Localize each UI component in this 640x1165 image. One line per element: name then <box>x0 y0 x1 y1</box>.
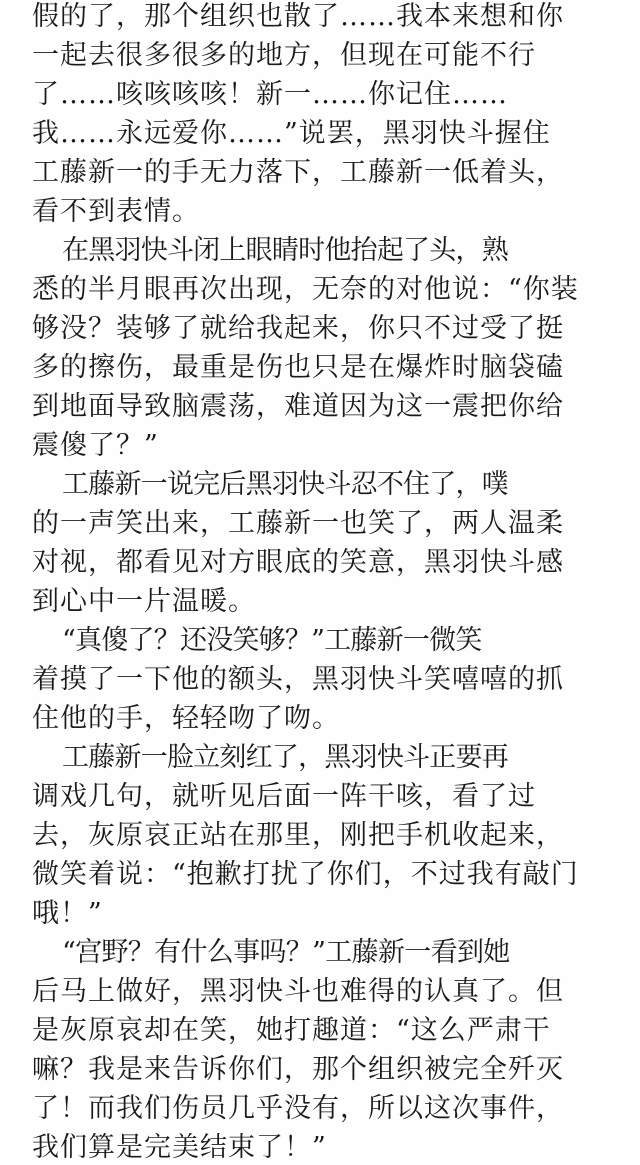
text-line: 在黑羽快斗闭上眼睛时他抬起了头，熟 <box>62 235 508 266</box>
text-line: 后马上做好，黑羽快斗也难得的认真了。但 <box>32 976 564 1007</box>
text-line: 够没？装够了就给我起来，你只不过受了挺 <box>32 313 564 344</box>
text-line: 工藤新一的手无力落下，工藤新一低着头， <box>32 157 564 188</box>
text-line: 一起去很多很多的地方，但现在可能不行 <box>32 40 536 71</box>
text-line: 我……永远爱你……”说罢，黑羽快斗握住 <box>32 118 551 149</box>
text-line: 震傻了？” <box>32 430 159 461</box>
text-line: 嘛？我是来告诉你们，那个组织被完全歼灭 <box>32 1054 564 1085</box>
text-line: 对视，都看见对方眼底的笑意，黑羽快斗感 <box>32 547 564 578</box>
text-line: 假的了，那个组织也散了……我本来想和你 <box>32 1 564 32</box>
text-line: 是灰原哀却在笑，她打趣道：“这么严肃干 <box>32 1015 551 1046</box>
text-line: 悉的半月眼再次出现，无奈的对他说：“你装 <box>32 274 579 305</box>
text-line: 去，灰原哀正站在那里，刚把手机收起来， <box>32 820 564 851</box>
text-line: 住他的手，轻轻吻了吻。 <box>32 703 340 734</box>
text-line: 多的擦伤，最重是伤也只是在爆炸时脑袋磕 <box>32 352 564 383</box>
text-line: 着摸了一下他的额头，黑羽快斗笑嘻嘻的抓 <box>32 664 564 695</box>
text-line: 微笑着说：“抱歉打扰了你们，不过我有敲门 <box>32 859 579 890</box>
text-line: 到地面导致脑震荡，难道因为这一震把你给 <box>32 391 564 422</box>
text-line: “宫野？有什么事吗？”工藤新一看到她 <box>62 937 510 968</box>
text-line: 看不到表情。 <box>32 196 200 227</box>
text-line: 工藤新一脸立刻红了，黑羽快斗正要再 <box>62 742 508 773</box>
text-line: 了！而我们伤员几乎没有，所以这次事件， <box>32 1093 564 1124</box>
text-line: 到心中一片温暖。 <box>32 586 256 617</box>
text-line: “真傻了？还没笑够？”工藤新一微笑 <box>62 625 482 656</box>
text-line: 调戏几句，就听见后面一阵干咳，看了过 <box>32 781 536 812</box>
text-line: 工藤新一说完后黑羽快斗忍不住了，噗 <box>62 469 508 500</box>
text-line: 我们算是完美结束了！” <box>32 1132 327 1163</box>
text-line: 哦！” <box>32 898 103 929</box>
text-line: 的一声笑出来，工藤新一也笑了，两人温柔 <box>32 508 564 539</box>
text-line: 了……咳咳咳咳！新一……你记住…… <box>32 79 508 110</box>
